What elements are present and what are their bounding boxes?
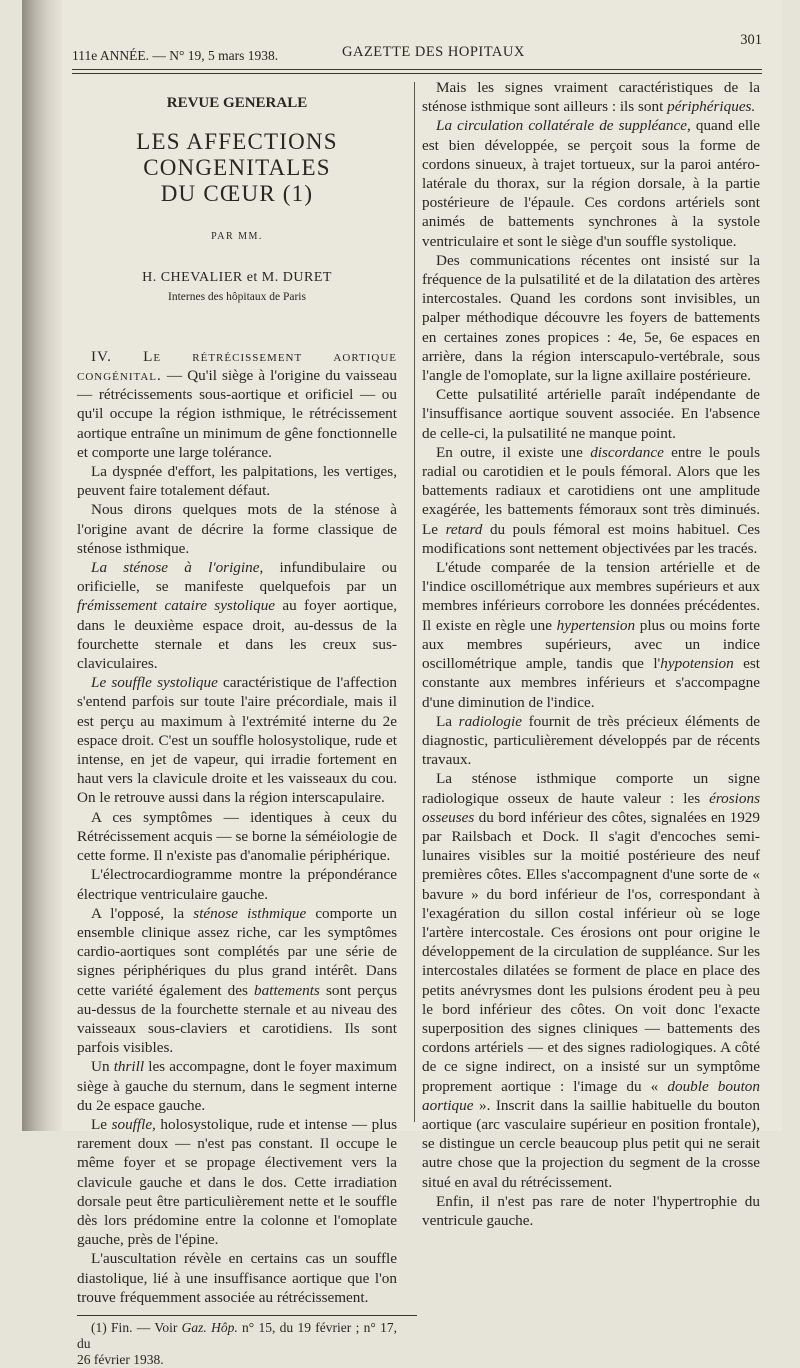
emphasis: La circulation collatérale de suppléance, — [436, 117, 691, 135]
text: La sténose isthmique comporte un signe radiologique osseux de haute valeur : les — [422, 770, 760, 807]
text: holosystolique, rude et intense — plus rarement doux — n'est pas constant. Il occupe le même foyer et se propage électivement vers la clavicule gauche et dans le dos. Cette irradiation dorsale peut être particulièrement nette et le souffle dès lors prédomine entre la colonne et l'omoplate gauche, près de l'épine. — [77, 1115, 397, 1249]
footnote-rule — [77, 1315, 417, 1316]
paragraph: Cette pulsatilité artérielle paraît indépendante de l'insuffisance aortique souvent associée. En l'absence de celle-ci, la pulsatilité ne manque point. — [422, 386, 760, 442]
emphasis: sténose isthmique — [193, 904, 307, 922]
text: infundibulaire ou orificielle, se manifeste quelquefois par un — [77, 559, 397, 596]
emphasis: double bouton aortique — [422, 1077, 760, 1114]
right-column — [422, 78, 760, 1230]
title-line-1: LES AFFECTIONS CONGENITALES — [136, 129, 338, 181]
emphasis: hypertension — [556, 616, 636, 634]
text: n° 15, du 19 février ; n° 17, du — [77, 1319, 397, 1351]
emphasis: Le souffle systolique — [91, 674, 218, 692]
footnote-continued: 26 février 1938. — [77, 1351, 164, 1367]
journal-name: GAZETTE DES HOPITAUX — [342, 44, 525, 60]
text: les accompagne, dont le foyer maximum siège à gauche du sternum, dans le segment interne du 2e espace gauche. — [77, 1058, 398, 1114]
header-rule-thin — [72, 73, 762, 74]
text: ». Inscrit dans la saillie habituelle du bouton aortique (arc vasculaire supérieur en position frontale), se distingue un cercle beaucoup plus petit qui ne serait autre chose que la projection du segment de la crosse situé en aval du rétrécissement. — [422, 1096, 760, 1191]
text: Le — [91, 1115, 112, 1133]
header-rule-thick — [72, 69, 762, 70]
emphasis: thrill — [113, 1058, 145, 1076]
paragraph: A ces symptômes — identiques à ceux du Rétrécissement acquis — se borne la séméiologie de cette forme. Il n'existe pas d'anomalie périphérique. — [77, 808, 397, 865]
page-number: 301 — [740, 32, 762, 48]
paragraph: Enfin, il n'est pas rare de noter l'hypertrophie du ventricule gauche. — [422, 1192, 760, 1229]
text: La — [436, 712, 459, 730]
paragraph — [422, 443, 760, 558]
paragraph — [422, 78, 760, 116]
paragraph: Des communications récentes ont insisté sur la fréquence de la pulsatilité et de la dilatation des artères intercostales. Quand les cordons sont invisibles, un palper méthodique découvre les foyers de battements en certaines zones propices : 4e, 5e, 6e espaces en arrière, dans la région interscapulo-vertébrale, sous l'angle de l'omoplate, sur la ligne axillaire postérieure. — [422, 251, 760, 385]
text: plus ou moins forte aux membres supérieurs, avec un indice oscillométrique ample, tandis que l' — [422, 616, 760, 673]
emphasis: retard — [445, 520, 483, 538]
emphasis: battements — [254, 981, 320, 999]
emphasis: radiologie — [458, 712, 522, 730]
text: entre le pouls radial ou carotidien et le pouls fémoral. Alors que les battements radiaux et carotidiens ont une amplitude exagérée, les battements fémoraux sont très diminués. Le — [422, 443, 760, 538]
book-spine-shadow — [22, 0, 62, 1131]
issue-line: 111e ANNÉE. — N° 19, 5 mars 1938. — [72, 48, 279, 63]
text: du pouls fémoral est moins habituel. Ces modifications sont nettement objectivées par les tracés. — [422, 520, 760, 557]
text: sont perçus au-dessus de la fourchette sternale et au niveau des vaisseaux sous-claviers et carotidiens. Ils sont parfois visibles. — [77, 981, 397, 1057]
paragraph: L'auscultation révèle en certains cas un souffle diastolique, lié à une insuffisance aortique que l'on trouve fréquemment associée au rétrécissement. — [77, 1250, 397, 1306]
emphasis: Gaz. Hôp. — [181, 1319, 238, 1335]
text: — Qu'il siège à l'origine du vaisseau — rétrécissements sous-aortique et orificiel — ou qu'il occupe la région isthmique, le rétrécissement aortique entraîne un minimum de gêne fonctionnelle et comporte une large tolérance. — [77, 367, 397, 461]
emphasis: souffle, — [111, 1115, 156, 1133]
text: (1) Fin. — Voir — [91, 1319, 182, 1335]
journal-page — [22, 0, 782, 1367]
text: quand elle est bien développée, se perçoit sous la forme de cordons sinueux, à trajet tortueux, sur la paroi antéro-latérale du thorax, sur la région dorsale, à la partie postérieure de l'épaule. Ces cordons artériels sont animés de battements synchrones à la systole ventriculaire et sont le siège d'un souffle systolique. — [422, 117, 760, 250]
emphasis: érosions osseuses — [422, 789, 760, 826]
paragraph: L'électrocardiogramme montre la prépondérance électrique ventriculaire gauche. — [77, 866, 397, 903]
text: A l'opposé, la — [91, 904, 194, 922]
authors: H. CHEVALIER et M. DURET — [142, 270, 332, 286]
text: En outre, il existe une — [436, 443, 591, 461]
paragraph — [422, 116, 760, 250]
paragraph — [77, 347, 397, 462]
text: L'étude comparée de la tension artérielle et de l'indice oscillométrique aux membres supérieurs et aux membres inférieurs corrobore les données précédentes. Il existe en règle une — [422, 559, 760, 634]
emphasis: périphériques. — [667, 98, 756, 116]
text: caractéristique de l'affection s'entend parfois sur toute l'aire précordiale, mais il est perçu au maximum à l'extrémité interne du 2e espace droit. C'est un souffle holosystolique, rude et intense, en jet de vapeur, qui irradie fortement en haut vers la clavicule droite et les vaisseaux du cou. On le retrouve aussi dans la région interscapulaire. — [77, 674, 397, 807]
affiliation: Internes des hôpitaux de Paris — [168, 290, 306, 303]
section-heading: REVUE GENERALE — [166, 95, 308, 111]
text: au foyer aortique, dans le deuxième espace droit, au-dessus de la fourchette sternale et dans les creux sus-claviculaires. — [77, 597, 397, 673]
paragraph — [77, 1115, 397, 1249]
paragraph — [77, 558, 397, 673]
paragraph — [77, 1057, 397, 1115]
column-divider — [414, 82, 415, 1122]
lead-in: IV. Le rétrécissement aortique congénital. — [77, 347, 397, 385]
text: du bord inférieur des côtes, signalées en 1929 par Railsbach et Dock. Il s'agit d'encoches semi-lunaires visibles sur la moitié postérieure des neuf premières côtes. Elles s'accompagnent d'une sorte de « bavure » du bord inférieur de l'os, correspondant à l'exagération du sillon costal inférieur où se loge l'artère intercostale. Ces érosions ont pour origine le développement de la circulation de suppléance. Sur les intercostales dilatées se forment de place en place des petits anévrysmes dont les pulsions érodent peu à peu le bord inférieur des côtes. On voit donc l'exacte superposition des signes cliniques — battements des cordons artériels — et des signes radiologiques. A côté de ce signe indirect, on a insisté sur un symptôme proprement aortique : l'image du « — [422, 808, 760, 1095]
left-column — [77, 80, 397, 1368]
text: comporte un ensemble clinique assez riche, car les symptômes cardio-aortiques sont complétés par une série de signes périphériques du plus grand intérêt. Dans cette variété également des — [77, 904, 397, 999]
paragraph — [77, 673, 397, 807]
paragraph — [422, 712, 760, 770]
footnote — [77, 1320, 397, 1352]
paragraph: La dyspnée d'effort, les palpitations, les vertiges, peuvent faire totalement défaut. — [77, 463, 397, 500]
paragraph — [422, 558, 760, 712]
text: fournit de très précieux éléments de diagnostic, particulièrement développés par de récents travaux. — [422, 712, 760, 769]
text: Un — [91, 1058, 114, 1076]
article-title — [77, 129, 397, 207]
paragraph — [422, 769, 760, 1191]
emphasis: La sténose à l'origine, — [91, 559, 264, 577]
text: est constante aux membres inférieurs et s'accompagne d'une diminution de l'indice. — [422, 655, 761, 711]
title-line-2: DU CŒUR (1) — [160, 181, 314, 207]
paragraph: Nous dirons quelques mots de la sténose à l'origine avant de décrire la forme classique de sténose isthmique. — [77, 501, 397, 557]
running-header — [72, 32, 762, 66]
text: Mais les signes vraiment caractéristiques de la sténose isthmique sont ailleurs : ils sont — [422, 79, 760, 116]
emphasis: frémissement cataire systolique — [77, 597, 276, 615]
paragraph — [77, 904, 397, 1058]
emphasis: hypotension — [660, 655, 734, 673]
byline: PAR MM. — [211, 231, 263, 243]
emphasis: discordance — [590, 443, 664, 461]
